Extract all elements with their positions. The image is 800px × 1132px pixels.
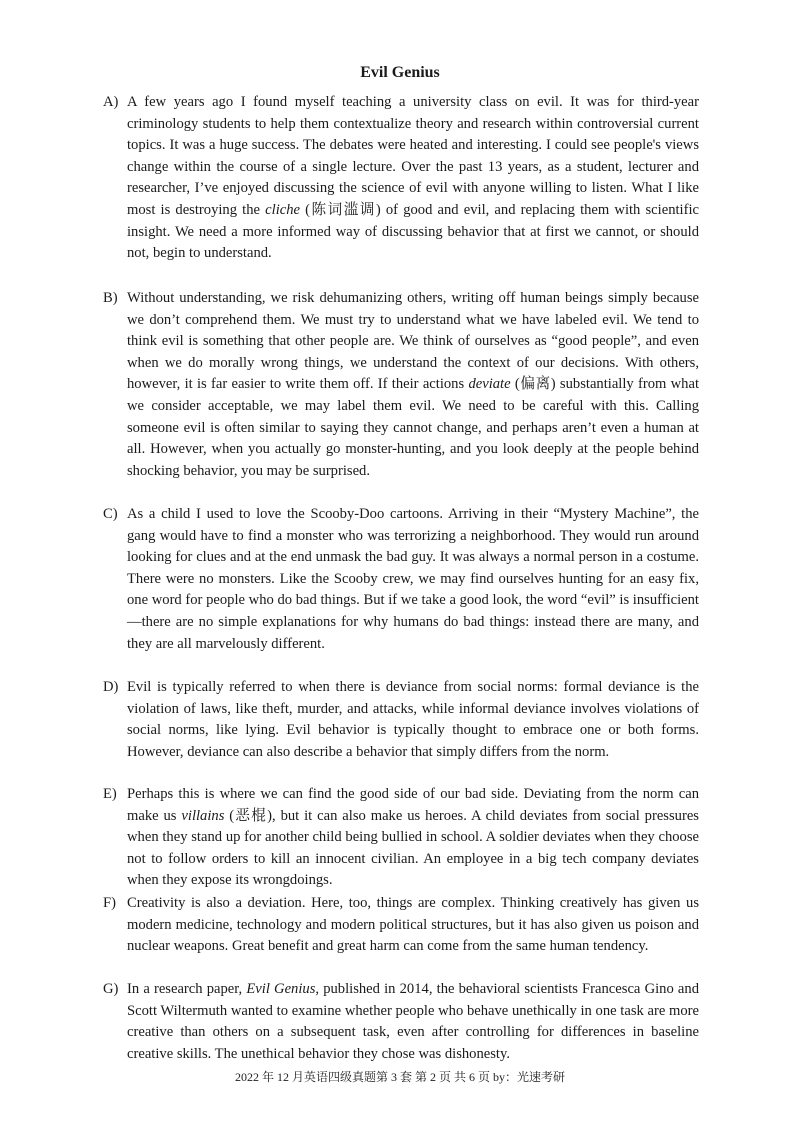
paragraph-label: G) (103, 981, 119, 997)
page-footer: 2022 年 12 月英语四级真题第 3 套 第 2 页 共 6 页 by：光速考研 (234, 1070, 565, 1084)
paragraph-d (103, 677, 699, 763)
paragraph-label: E) (103, 786, 117, 802)
paragraph-text: Without understanding, we risk dehumanizing others, writing off human beings simply because we don’t comprehend them. We must try to understand what we have labeled evil. We tend to think evil is something that other people are. We think of ourselves as “good people”, and even when we do morally wrong things, we understand the context of our decisions. With others, however, it is far easier to write them off. If their actions deviate (偏离) substantially from what we consider acceptable, we may label them evil. We need to be careful with this. Calling someone evil is often similar to saying they cannot change, and perhaps aren’t even a human at all. However, when you actually go monster-hunting, and you look deeply at the people behind shocking behavior, you may be surprised. (127, 290, 699, 479)
paragraph-text: Creativity is also a deviation. Here, too, things are complex. Thinking creatively has given us modern medicine, technology and modern political structures, but it has also given us poison and nuclear weapons. Great benefit and great harm can come from the same human tendency. (127, 895, 699, 955)
document-title: Evil Genius (360, 64, 440, 81)
italic-term: villains (181, 807, 225, 824)
paragraph-text: Evil is typically referred to when there is deviance from social norms: formal deviance is the violation of laws, like theft, murder, and attacks, while informal deviance involves violations of social norms, like lying. Evil behavior is typically thought to embrace one or both forms. However, deviance can also describe a behavior that simply differs from the norm. (127, 679, 699, 760)
paragraph-c (103, 504, 699, 655)
paragraph-e (103, 784, 699, 892)
paragraph-text: In a research paper, Evil Genius, published in 2014, the behavioral scientists Francesca Gino and Scott Wiltermuth wanted to examine whether people who behave unethically in one task are more creative than others on a subsequent task, even after controlling for differences in baseline creative skills. The unethical behavior they chose was dishonesty. (127, 981, 699, 1062)
paragraph-label: F) (103, 895, 116, 911)
paragraph-b (103, 288, 699, 482)
italic-term: cliche (265, 201, 300, 218)
paragraph-f (103, 893, 699, 958)
paragraph-label: A) (103, 94, 119, 110)
paragraph-g (103, 979, 699, 1065)
paragraph-label: D) (103, 679, 119, 695)
paragraph-label: B) (103, 290, 118, 306)
italic-term: deviate (468, 376, 511, 393)
paragraph-text: Perhaps this is where we can find the good side of our bad side. Deviating from the norm can make us villains (恶棍), but it can also make us heroes. A child deviates from social pressures when they stand up for another child being bullied in school. A soldier deviates when they choose not to follow orders to kill an innocent civilian. An employee in a big tech company deviates when they expose its wrongdoings. (127, 786, 699, 889)
italic-term: Evil Genius (246, 981, 316, 997)
paragraph-text: As a child I used to love the Scooby-Doo cartoons. Arriving in their “Mystery Machine”, the gang would have to find a monster who was terrorizing a neighborhood. They would run around looking for clues and at the end unmask the bad guy. It was always a normal person in a costume. There were no monsters. Like the Scooby crew, we may find ourselves hunting for an easy fix, one word for people who do bad things. But if we take a good look, the word “evil” is insufficient—there are no simple explanations for why humans do bad things: instead there are many, and they are all marvelously different. (127, 506, 699, 652)
paragraph-a (103, 92, 699, 265)
paragraph-text: A few years ago I found myself teaching a university class on evil. It was for third-year criminology students to help them contextualize theory and research within controversial current topics. It was a huge success. The debates were heated and interesting. I could see people's views change within the course of a single lecture. Over the past 13 years, as a student, lecturer and researcher, I’ve enjoyed discussing the science of evil with anyone willing to listen. What I like most is destroying the cliche (陈词滥调) of good and evil, and replacing them with scientific insight. We need a more informed way of discussing behavior that at first we cannot, or should not, begin to understand. (127, 94, 699, 262)
paragraph-label: C) (103, 506, 118, 522)
